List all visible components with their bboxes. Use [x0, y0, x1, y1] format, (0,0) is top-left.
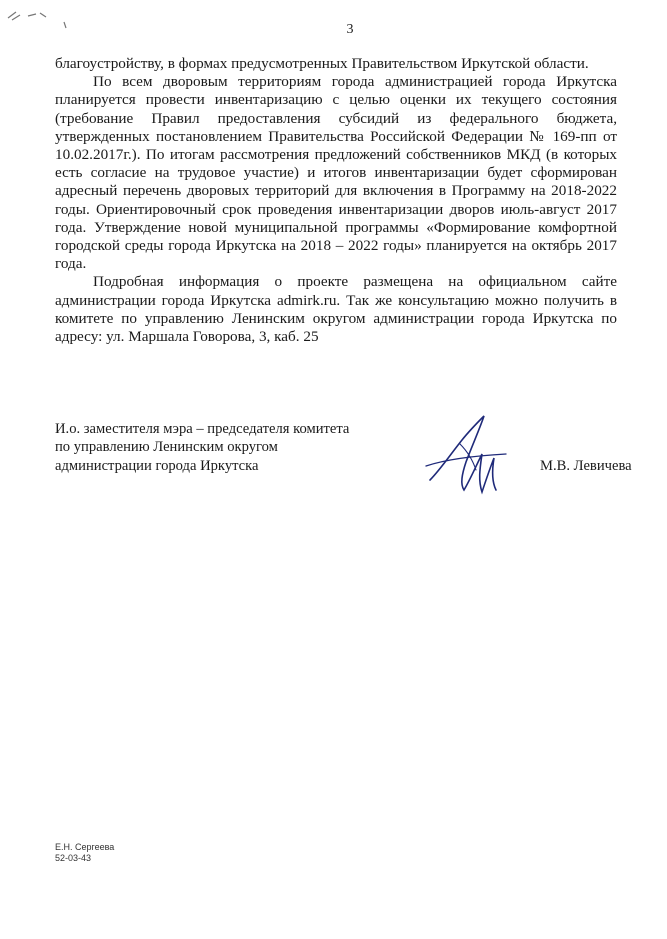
signatory-position-line: И.о. заместителя мэра – председателя комитета	[55, 421, 350, 437]
paragraph-inventory: По всем дворовым территориям города администрацией города Иркутска планируется провести инвентаризацию с целью оценки их текущего состояния (требование Правил предоставления субсидий из федерального бюджета, утвержденных постановлением Правительства Российской Федерации № 169-пп от 10.02.2017г.). По итогам рассмотрения предложений собственников МКД (в которых есть согласие на трудовое участие) и итогов инвентаризации будет сформирован адресный перечень дворовых территорий для включения в Программу на 2018-2022 годы. Ориентировочный срок проведения инвентаризации дворов июль-август 2017 года. Утверждение новой муниципальной программы «Формирование комфортной городской среды города Иркутска на 2018 – 2022 годы» планируется на октябрь 2017 года.	[55, 73, 617, 273]
signatory-position-line: по управлению Ленинским округом	[55, 439, 278, 456]
paragraph-contact-info: Подробная информация о проекте размещена на официальном сайте администрации города Иркутска admirk.ru. Так же консультацию можно получить в комитете по управлению Ленинским округом администрации города Иркутска по адресу: ул. Маршала Говорова, 3, каб. 25	[55, 273, 617, 346]
author-phone: 52-03-43	[55, 853, 92, 863]
author-name: Е.Н. Сергеева	[55, 842, 115, 852]
signer-name: М.В. Левичева	[540, 458, 632, 474]
page-number: 3	[346, 22, 354, 37]
signatory-position-line: администрации города Иркутска	[55, 457, 259, 474]
document-body	[55, 55, 617, 346]
signatory-position	[55, 420, 349, 475]
handwritten-signature	[420, 410, 512, 502]
paragraph-continuation: благоустройству, в формах предусмотренных Правительством Иркутской области.	[55, 55, 589, 72]
author-note	[55, 842, 114, 864]
